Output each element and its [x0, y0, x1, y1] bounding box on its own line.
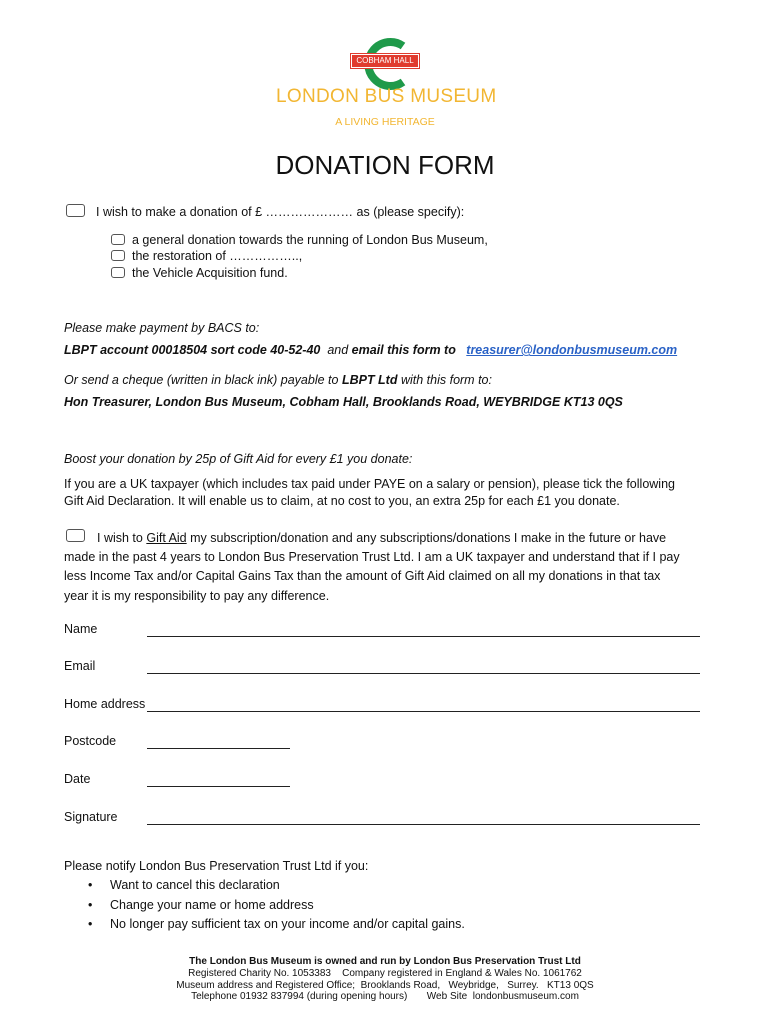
footer-line-2: Registered Charity No. 1053383 Company registered in England & Wales No. 1061762	[188, 968, 582, 979]
logo-tagline: A LIVING HERITAGE	[335, 116, 435, 128]
donation-text: I wish to make a donation of £ ………………… as (please specify):	[96, 205, 465, 219]
giftaid-decl-3: less Income Tax and/or Capital Gains Tax than the amount of Gift Aid claimed on all my donations in that tax	[64, 569, 661, 583]
giftaid-intro-2: Gift Aid Declaration. It will enable us to claim, at no cost to you, an extra 25p for each £1 you donate.	[64, 494, 620, 508]
option-general-checkbox[interactable]	[111, 234, 125, 245]
bacs-details	[64, 343, 677, 357]
giftaid-decl-1	[97, 531, 666, 545]
giftaid-decl-2: made in the past 4 years to London Bus Preservation Trust Ltd. I am a UK taxpayer and understand that if I pay	[64, 550, 680, 564]
option-vehicle-checkbox[interactable]	[111, 267, 125, 278]
page-title: DONATION FORM	[275, 150, 495, 180]
date-field[interactable]	[147, 786, 290, 787]
name-label: Name	[64, 622, 98, 636]
name-field[interactable]	[147, 636, 700, 637]
signature-field[interactable]	[147, 824, 700, 825]
cheque-post: with this form to:	[400, 373, 492, 387]
footer-line-3: Museum address and Registered Office; Brooklands Road, Weybridge, Surrey. KT13 0QS	[176, 980, 594, 991]
donation-checkbox[interactable]	[66, 204, 85, 217]
giftaid-decl-4: year it is my responsibility to pay any difference.	[64, 589, 330, 603]
bacs-intro: Please make payment by BACS to:	[64, 321, 260, 335]
option-restoration-checkbox[interactable]	[111, 250, 125, 261]
cheque-text	[64, 373, 492, 387]
giftaid-term: Gift Aid	[146, 531, 187, 545]
giftaid-decl-pre: I wish to	[97, 531, 143, 545]
signature-label: Signature	[64, 810, 118, 824]
cheque-pre: Or send a cheque (written in black ink) payable to	[64, 373, 339, 387]
email-field[interactable]	[147, 673, 700, 674]
date-label: Date	[64, 772, 91, 786]
cheque-payee: LBPT Ltd	[341, 373, 398, 387]
address-label: Home address	[64, 697, 146, 711]
giftaid-checkbox[interactable]	[66, 529, 85, 542]
bacs-email-text: email this form to	[351, 343, 456, 357]
logo-badge: COBHAM HALL	[351, 54, 419, 68]
email-label: Email	[64, 659, 96, 673]
footer-line-4: Telephone 01932 837994 (during opening hours) Web Site londonbusmuseum.com	[191, 991, 579, 1002]
postcode-label: Postcode	[64, 734, 117, 748]
notify-intro: Please notify London Bus Preservation Trust Ltd if you:	[64, 859, 369, 873]
option-general-label: a general donation towards the running of London Bus Museum,	[132, 233, 488, 247]
footer-line-1: The London Bus Museum is owned and run by London Bus Preservation Trust Ltd	[189, 956, 581, 967]
address-field[interactable]	[147, 711, 700, 712]
bacs-and: and	[327, 343, 349, 357]
cheque-address: Hon Treasurer, London Bus Museum, Cobham Hall, Brooklands Road, WEYBRIDGE KT13 0QS	[64, 395, 623, 409]
option-restoration-label: the restoration of ……………..,	[132, 249, 303, 263]
giftaid-decl-rest: my subscription/donation and any subscriptions/donations I make in the future or have	[190, 531, 667, 545]
option-vehicle-label: the Vehicle Acquisition fund.	[132, 266, 288, 280]
postcode-field[interactable]	[147, 748, 290, 749]
giftaid-intro-1: If you are a UK taxpayer (which includes tax paid under PAYE on a salary or pension), please tick the following	[64, 477, 675, 491]
logo-name: LONDON BUS MUSEUM	[276, 86, 497, 107]
bacs-account: LBPT account 00018504 sort code 40-52-40	[64, 343, 321, 357]
treasurer-email-link[interactable]: treasurer@londonbusmuseum.com	[466, 343, 678, 357]
giftaid-boost: Boost your donation by 25p of Gift Aid for every £1 you donate:	[64, 452, 413, 466]
